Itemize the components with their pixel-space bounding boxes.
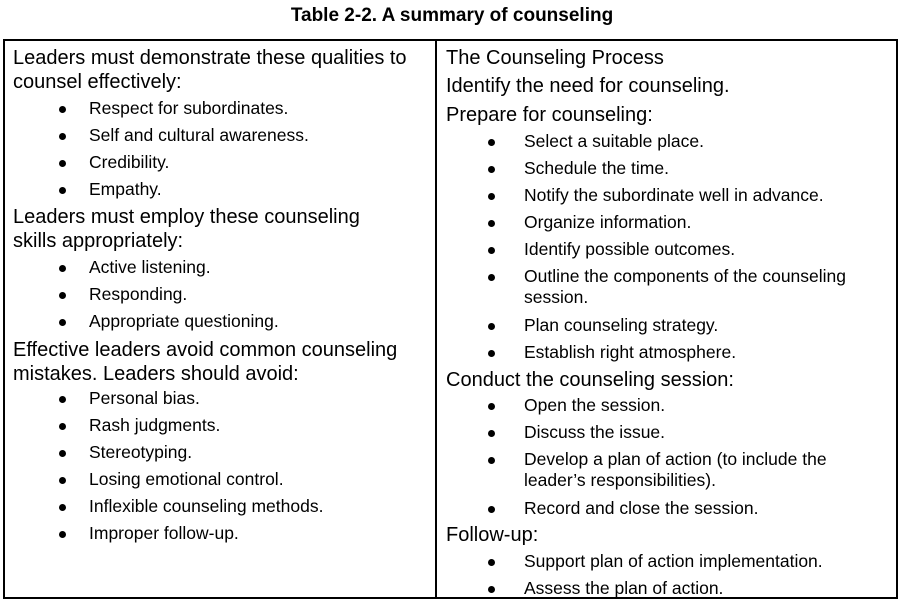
bullet-icon [488, 506, 495, 513]
bullet-icon [59, 319, 66, 326]
bullet-icon [488, 274, 495, 281]
skills-heading-line2: skills appropriately: [13, 230, 184, 252]
bullet-icon [59, 504, 66, 511]
table-title: Table 2-2. A summary of counseling [290, 5, 614, 26]
bullet-icon [488, 559, 495, 566]
bullet-icon [59, 187, 66, 194]
column-divider [435, 41, 437, 597]
bullet-icon [59, 477, 66, 484]
bullet-icon [488, 403, 495, 410]
bullet-icon [59, 423, 66, 430]
bullet-icon [488, 247, 495, 254]
process-title: The Counseling Process [446, 47, 664, 69]
bullet-icon [59, 133, 66, 140]
mistakes-heading-line2: mistakes. Leaders should avoid: [13, 363, 299, 385]
bullet-icon [59, 265, 66, 272]
bullet-icon [488, 430, 495, 437]
bullet-icon [59, 292, 66, 299]
summary-table: Leaders must demonstrate these qualities to counsel effectively: Respect for subordinates. Self and cultural awareness. Credibility. Empathy. Leaders must employ these counseling skills appropriately: Active listening. Responding. Appropriate questioning. Effective leaders avoid common counseling mistakes. Leaders should avoid: Personal bias. Rash judgments. Stereotyping. Losing emotional control. Inflexible counseling methods. Improper follow-up. The Counseling Process Identify the need for counseling. Prepare for counseling: Select a suitable place. Schedule the time. Notify the subordinate well in advance. Organize information. Identify possible outcomes. Outline the components of the counseling session. Plan counseling strategy. Establish right atmosphere. Conduct the counseling session: Open the session. Discuss the issue. Develop a plan of action (to include the leader’s responsibilities). Record and close the session. Follow-up: Support plan of action implementation. Assess the plan of action. [3, 39, 898, 599]
bullet-icon [488, 350, 495, 357]
step-identify-need: Identify the need for counseling. [446, 75, 730, 97]
bullet-icon [488, 457, 495, 464]
qualities-heading-line2: counsel effectively: [13, 71, 182, 93]
bullet-icon [59, 106, 66, 113]
step-follow-up: Follow-up: [446, 524, 539, 546]
bullet-icon [59, 396, 66, 403]
step-conduct: Conduct the counseling session: [446, 369, 734, 391]
bullet-icon [488, 139, 495, 146]
bullet-icon [488, 193, 495, 200]
mistakes-heading-line1: Effective leaders avoid common counseling [13, 339, 398, 361]
bullet-icon [59, 450, 66, 457]
bullet-icon [488, 323, 495, 330]
bullet-icon [488, 166, 495, 173]
bullet-icon [59, 531, 66, 538]
step-prepare: Prepare for counseling: [446, 104, 653, 126]
bullet-icon [488, 586, 495, 593]
qualities-heading-line1: Leaders must demonstrate these qualities to [13, 47, 407, 69]
bullet-icon [488, 220, 495, 227]
skills-heading-line1: Leaders must employ these counseling [13, 206, 360, 228]
bullet-icon [59, 160, 66, 167]
